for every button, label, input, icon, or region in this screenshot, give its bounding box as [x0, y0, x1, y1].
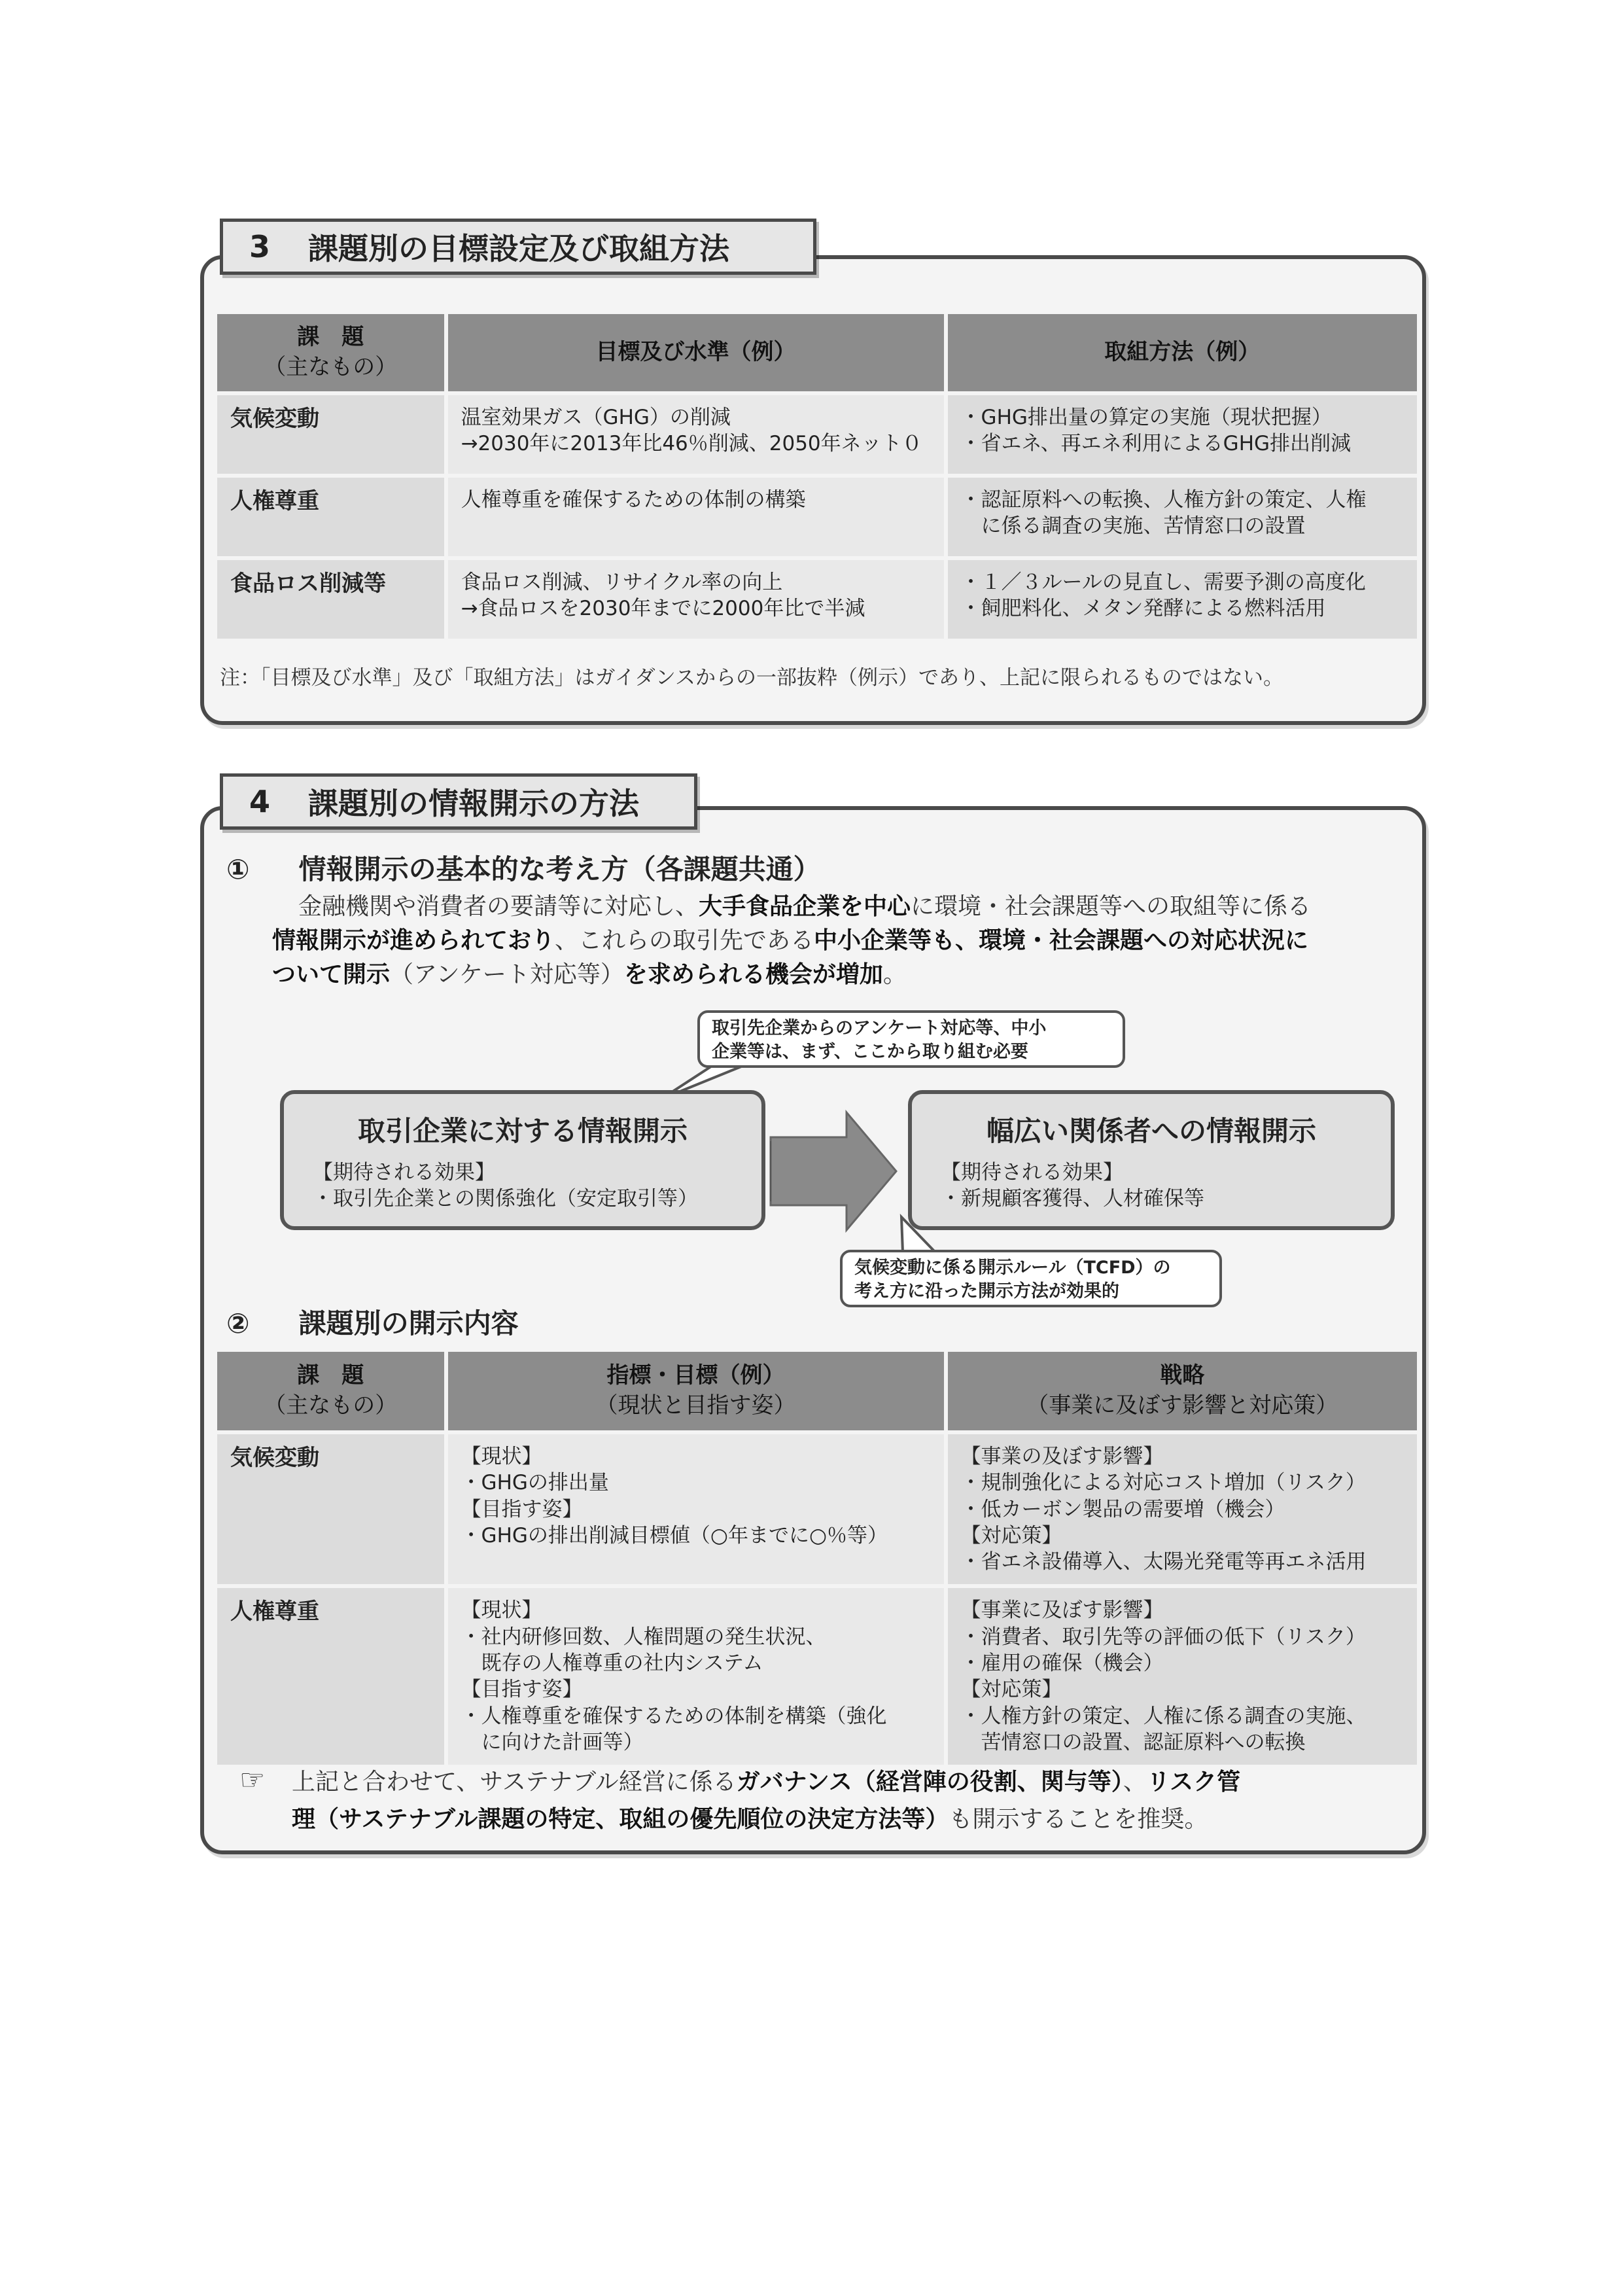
callout-line: 気候変動に係る開示ルール（TCFD）の: [854, 1258, 1171, 1278]
line: ・省エネ、再エネ利用によるGHG排出削減: [960, 432, 1352, 456]
s3-row-kadai: 人権尊重: [217, 478, 444, 556]
flow-left-effect: [313, 1159, 761, 1212]
line: 【現状】: [461, 1598, 542, 1623]
callout-top: [697, 1010, 1125, 1068]
header-line: 戦略: [1160, 1362, 1205, 1389]
line: ・消費者、取引先等の評価の低下（リスク）: [960, 1625, 1366, 1649]
line: ・GHG排出量の算定の実施（現状把握）: [960, 406, 1332, 429]
line: 【目指す姿】: [461, 1678, 583, 1702]
pointing-hand-icon: ☞: [239, 1763, 266, 1797]
s3-header-target: 目標及び水準（例）: [448, 314, 944, 391]
line: 【事業に及ぼす影響】: [960, 1598, 1164, 1623]
s3-row-method: [948, 478, 1417, 556]
line: 【目指す姿】: [461, 1497, 583, 1521]
text: 。: [882, 961, 907, 989]
effect-text: ・新規顧客獲得、人材確保等: [941, 1187, 1204, 1211]
line: 苦情窓口の設置、認証原料への転換: [960, 1730, 1306, 1754]
s3-header-kadai-line2: （主なもの）: [264, 354, 398, 380]
table-row: [217, 1434, 1417, 1584]
text: （アンケート対応等）: [390, 961, 624, 989]
callout-line: 考え方に沿った開示方法が効果的: [854, 1281, 1119, 1302]
sub2-marker: ②: [226, 1307, 250, 1339]
s3-row-target: [448, 478, 944, 556]
line: 【現状】: [461, 1445, 542, 1468]
footer-line: [239, 1759, 1391, 1802]
line: ・低カーボン製品の需要増（機会）: [960, 1497, 1285, 1521]
section4-number: 4: [249, 784, 271, 819]
sub1-title: 情報開示の基本的な考え方（各課題共通）: [298, 853, 821, 885]
sub2-title: 課題別の開示内容: [298, 1307, 519, 1339]
s3-row-method: [948, 560, 1417, 639]
line: ・GHGの排出量: [461, 1471, 609, 1495]
para-line: [272, 890, 1404, 924]
line: 温室効果ガス（GHG）の削減: [461, 406, 731, 429]
header-line: （現状と目指す姿）: [595, 1392, 796, 1419]
footer-line: [239, 1802, 1391, 1837]
line: ・人権方針の策定、人権に係る調査の実施、: [960, 1704, 1367, 1728]
section3-note: 注：「目標及び水準」及び「取組方法」はガイダンスからの一部抜粋（例示）であり、上記に限られるものではない。: [220, 666, 1283, 690]
line: ・認証原料への転換、人権方針の策定、人権: [960, 488, 1367, 512]
line: 既存の人権尊重の社内システム: [461, 1651, 763, 1676]
line: →2030年に2013年比46％削減、2050年ネット０: [461, 432, 922, 456]
section3-title: [220, 219, 816, 275]
line: ・人権尊重を確保するための体制を構築（強化: [461, 1704, 887, 1728]
s3-row-kadai: 食品ロス削減等: [217, 560, 444, 639]
table-row: [217, 1588, 1417, 1765]
section4-title: [220, 773, 697, 830]
text: に環境・社会課題等への取組等に係る: [911, 893, 1312, 920]
emphasis: ガバナンス（経営陣の役割、関与等）: [736, 1769, 1123, 1795]
effect-label: 【期待される効果】: [941, 1161, 1123, 1184]
s4-row-strategy: [948, 1434, 1417, 1584]
flow-left-box: [280, 1090, 765, 1230]
s4-header-strategy: [948, 1352, 1417, 1430]
line: ・１／３ルールの見直し、需要予測の高度化: [960, 571, 1366, 594]
header-line: （主なもの）: [264, 1392, 398, 1419]
header-line: 課 題: [297, 1362, 364, 1389]
line: に係る調査の実施、苦情窓口の設置: [960, 514, 1306, 539]
section4-title-text: 課題別の情報開示の方法: [308, 786, 639, 821]
callout-line: 取引先企業からのアンケート対応等、中小: [712, 1018, 1047, 1038]
s3-header-kadai: [217, 314, 444, 391]
line: 【対応策】: [960, 1678, 1062, 1702]
s4-header-kadai: [217, 1352, 444, 1430]
text: 金融機関や消費者の要請等に対応し、: [298, 893, 699, 920]
sub1-marker: ①: [226, 853, 250, 885]
text: 上記と合わせて、サステナブル経営に係る: [292, 1769, 737, 1795]
line: →食品ロスを2030年までに2000年比で半減: [461, 597, 865, 621]
line: ・社内研修回数、人権問題の発生状況、: [461, 1625, 826, 1649]
flow-right-effect: [941, 1159, 1391, 1212]
flow-right-box: [908, 1090, 1395, 1230]
callout-line: 企業等は、まず、ここから取り組む必要: [712, 1042, 1028, 1063]
emphasis: ついて開示: [272, 961, 391, 989]
emphasis: 中小企業等も、環境・社会課題への対応状況に: [814, 927, 1309, 955]
para-line: [272, 958, 1404, 992]
line: ・飼肥料化、メタン発酵による燃料活用: [960, 597, 1326, 621]
line: に向けた計画等）: [461, 1730, 644, 1754]
line: ・省エネ設備導入、太陽光発電等再エネ活用: [960, 1550, 1367, 1574]
header-line: 指標・目標（例）: [606, 1362, 785, 1389]
text: も開示することを推奨。: [949, 1806, 1208, 1833]
s3-header-kadai-line1: 課 題: [297, 324, 364, 351]
section4-table: [213, 1348, 1421, 1769]
line: 食品ロス削減、リサイクル率の向上: [461, 571, 783, 594]
section3-table: [213, 310, 1421, 643]
s3-header-method: 取組方法（例）: [948, 314, 1417, 391]
s4-header-indicator: [448, 1352, 944, 1430]
s3-row-kadai: 気候変動: [217, 395, 444, 474]
line: ・雇用の確保（機会）: [960, 1651, 1164, 1676]
sub1-paragraph: [272, 890, 1404, 993]
s3-row-target: [448, 560, 944, 639]
section3-number: 3: [249, 229, 271, 264]
s4-row-strategy: [948, 1588, 1417, 1765]
para-line: [272, 924, 1404, 958]
s3-row-method: [948, 395, 1417, 474]
header-line: （事業に及ぼす影響と対応策）: [1026, 1392, 1338, 1419]
emphasis: を求められる機会が増加: [623, 961, 883, 989]
effect-label: 【期待される効果】: [313, 1161, 495, 1184]
line: 人権尊重を確保するための体制の構築: [461, 488, 806, 512]
text: 、: [1123, 1769, 1147, 1795]
table-row: [217, 478, 1417, 556]
line: ・規制強化による対応コスト増加（リスク）: [960, 1471, 1366, 1495]
line: ・GHGの排出削減目標値（○年までに○％等）: [461, 1523, 888, 1547]
section3-title-text: 課題別の目標設定及び取組方法: [308, 231, 729, 266]
emphasis: 大手食品企業を中心: [699, 893, 911, 920]
emphasis: 情報開示が進められており: [272, 927, 555, 955]
s3-row-target: [448, 395, 944, 474]
table-row: [217, 395, 1417, 474]
table-row: [217, 560, 1417, 639]
emphasis: 理（サステナブル課題の特定、取組の優先順位の決定方法等）: [292, 1806, 949, 1833]
text: 、これらの取引先である: [555, 927, 814, 955]
s4-row-indicator: [448, 1434, 944, 1584]
s4-row-kadai: 気候変動: [217, 1434, 444, 1584]
line: 【対応策】: [960, 1523, 1062, 1547]
flow-left-title: 取引企業に対する情報開示: [357, 1115, 688, 1147]
flow-right-title: 幅広い関係者への情報開示: [986, 1115, 1316, 1147]
effect-text: ・取引先企業との関係強化（安定取引等）: [313, 1187, 698, 1211]
callout-bottom: [840, 1250, 1222, 1307]
line: 【事業の及ぼす影響】: [960, 1445, 1164, 1468]
s4-row-kadai: 人権尊重: [217, 1588, 444, 1765]
s4-row-indicator: [448, 1588, 944, 1765]
emphasis: リスク管: [1146, 1769, 1241, 1795]
footer-note: [239, 1759, 1391, 1837]
sub1-heading: [226, 848, 821, 887]
sub2-heading: [226, 1302, 519, 1341]
